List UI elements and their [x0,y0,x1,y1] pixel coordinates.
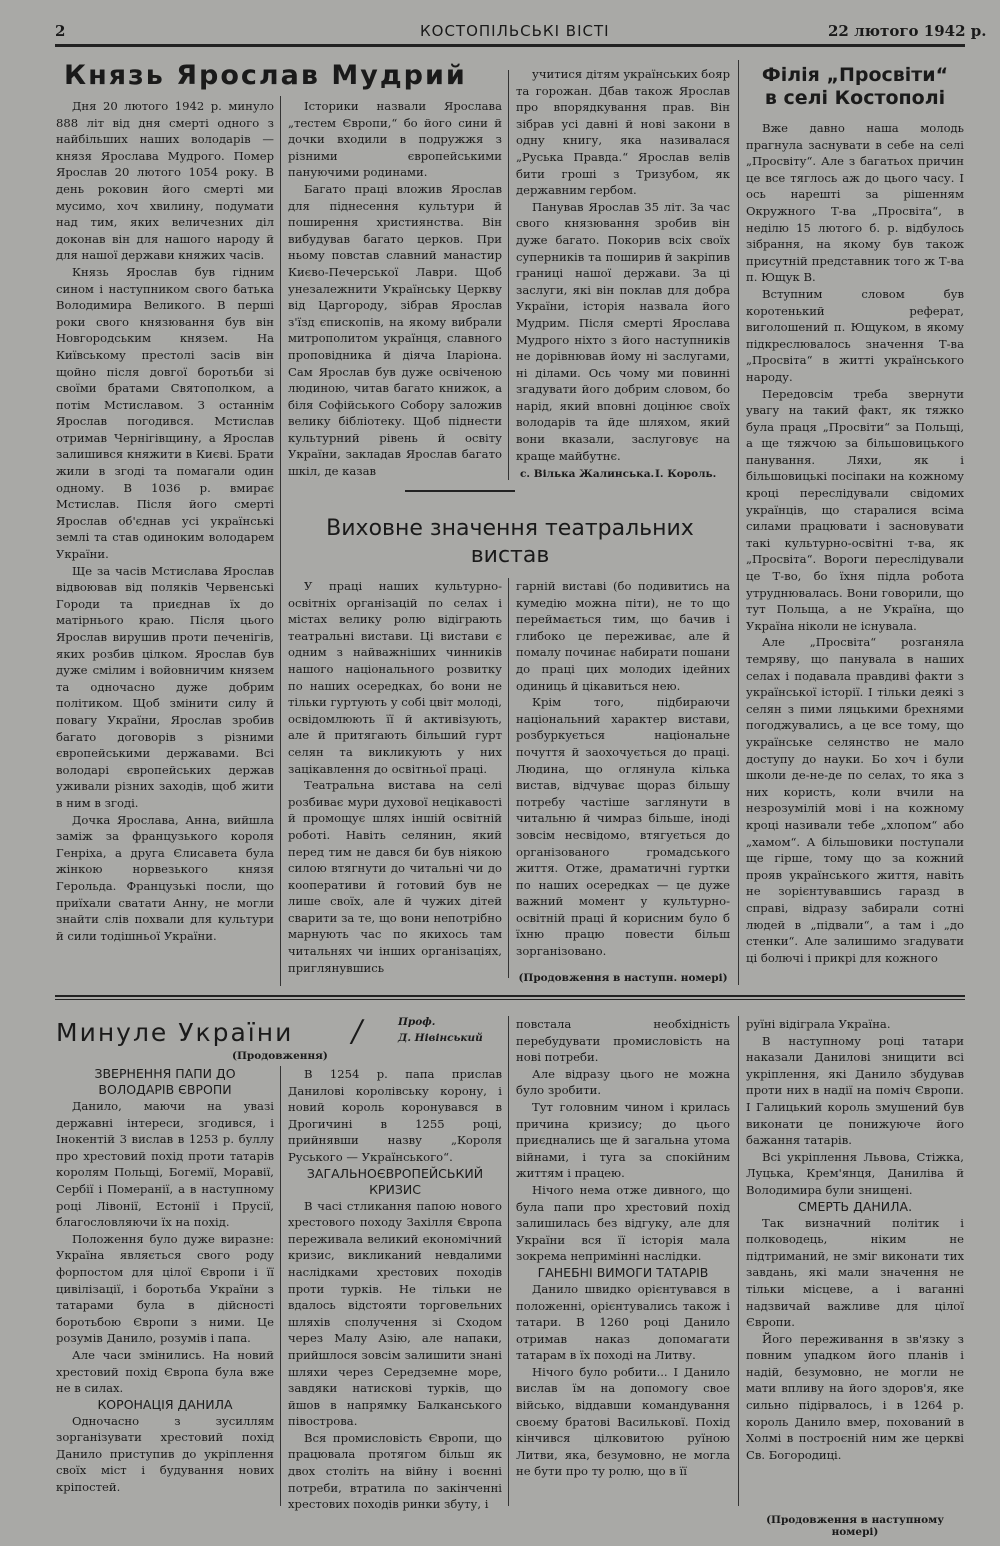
newspaper-name: КОСТОПІЛЬСЬКІ ВІСТІ [420,22,610,40]
continued-note: (Продовження в наступн. номері) [518,972,728,984]
paragraph: Але „Просвіта“ розганяла темряву, що панувала в наших селах і подавала правдиві факти з української історії. І тільки деякі з селян з пими ляцькими брехнями погоджувались, а це все тому, що українське селянство не мало доступу до науки. Бо хоч і були школи де-не-де по селах, то яка з них користь, коли вчили на незрозумілій мові і на кожному кроці називали тебе „хлопом“ або „хамом“. А більшовики поступали ще гірше, тому що за кожний прояв українського життя, навіть не зорієнтувавшись гаразд в справі, відразу забирали сотні людей в „підвали“, а там і „до стенки“. Але залишимо згадувати ці болючі і прикрі для кожного [746,635,964,965]
paragraph: Данило, маючи на увазі державні інтереси, згодився, і Інокентій 3 вислав в 1253 р. буллу про хрестовий похід проти татарів королям Польщі, Богемії, Моравії, Сербії і Померанії, а в наступному році Лівонії, Естонії і Прусії, благословляючи їх на похід. [56,1099,274,1230]
author-name: Д. Нівінський [398,1032,483,1044]
article-yaroslav-col1 [56,98,274,944]
section-rule [55,995,965,997]
paragraph: Князь Ярослав був гідним сином і наступником свого батька Володимира Великого. В перші роки свого князювання був він Новгородським князем. На Київському престолі засів він щойно після довгої боротьби зі своїми братами Святополком, а потім Мстиславом. З останнім Ярослав погодився. Мстислав отримав Чернігівщину, а Ярослав залишився княжити в Києві. Брати жили в згоді та помагали один одному. В 1036 р. вмирає Мстислав. Після його смерті Ярослав об'єднав усі українські землі та став одиноким володарем України. [56,264,274,562]
paragraph: Його переживання в зв'язку з повним упадком його планів і надій, безумовно, не могли не мати впливу на його здоров'я, яке сильно підірвалось, і в 1264 р. король Данило вмер, похований в Холмі в построєній ним же церкві Св. Богородиці. [746,1331,964,1462]
article-theatre-title-line2: вистав [470,543,550,568]
subheading: ЗВЕРНЕННЯ ПАПИ ДО ВОЛОДАРІВ ЄВРОПИ [94,1066,236,1097]
paragraph: Вже давно наша молодь прагнула заснувати в себе на селі „Просвіту“. Але з багатьох причин це все тяглось аж до цього часу. І ось нарешті за рішенням Окружного Т-ва „Просвіта“, в неділю 15 лютого б. р. відбулось зібрання, на якому був також присутній представник того ж Т-ва п. Ющук В. [746,121,964,285]
paragraph: Історики назвали Ярослава „тестем Європи,“ бо його сини й дочки входили в подружжя з різними європейськими пануючими родинами. [288,99,502,180]
article-theatre-title [290,515,730,569]
section-separator [405,490,515,492]
signature-author: І. Король. [655,468,717,480]
paragraph: Дня 20 лютого 1942 р. минуло 888 літ від дня смерті одного з найбільших наших володарів — князя Ярослава Мудрого. Помер Ярослав 20 лютого 1054 року. В день роковин його смерті ми мусимо, хоч хвилину, подумати над тим, яких величезних діл доконав він для нашого народу й для нашої держави княжих часів. [56,99,274,263]
paragraph: Одночасно з зусиллям зорганізувати хрестовий похід Данило приступив до укріплення своїх міст і будування нових кріпостей. [56,1413,274,1495]
paragraph: Данило швидко орієнтувався в положенні, орієнтувались також і татари. В 1260 році Данило отримав наказ допомагати татарам в їх поході на Литву. [516,1281,730,1363]
column-divider [508,578,509,978]
article-yaroslav-title: Князь Ярослав Мудрий [64,60,467,91]
column-divider [738,1016,739,1506]
article-yaroslav-col3 [516,66,730,464]
subheading: ЗАГАЛЬНОЄВРОПЕЙСЬКИЙ КРИЗИС [306,1165,484,1197]
paragraph: Передовсім треба звернути увагу на такий факт, як тяжко була праця „Просвіти“ за Польщі, а ще тяжчою за більшовицького панування. Ляхи, як і більшовицькі посіпаки на кожному кроці переслідували свідомих українців, що старалися всіма силами працювати і засновувати такі культурно-освітні т-ва, як „Просвіта“. Вороги переслідували це Т-во, бо їхня підла робота утруднювалась. Вони говорили, що тут Польща, а не Україна, що Україна ніколи не існувала. [746,386,964,633]
subheading: КОРОНАЦІЯ ДАНИЛА [97,1396,233,1412]
paragraph: учитися дітям українських бояр та горожан. Дбав також Ярослав про впорядкування прав. Він зібрав усі давні й нові закони в одну книгу, яка називалася „Руська Правда.“ Ярослав велів бити гроші з Тризубом, як державним гербом. [516,67,730,198]
paragraph: руїні відіграла Україна. [746,1017,891,1031]
article-history-col3 [516,1016,730,1480]
paragraph: Багато праці вложив Ярослав для піднесення культури й поширення християнства. Він вибудував багато церков. При ньому повстав славний манастир Києво-Печерської Лаври. Щоб унезалежнити Українську Церкву від Царгороду, зібрав Ярослав з'їзд єпископів, на якому вибрали митрополитом українця, славного проповідника й діяча Іларіона. Сам Ярослав був дуже освіченою людиною, читав багато книжок, а біля Софійського Собору заложив велику бібліотеку. Щоб піднести культурний рівень й освіту України, закладав Ярослав багато шкіл, де казав [288,181,502,479]
paragraph: Вступним словом був коротенький реферат, виголошений п. Ющуком, в якому підкреслювалось значення Т-ва „Просвіта“ в житті українського народу. [746,286,964,384]
paragraph: Панував Ярослав 35 літ. За час свого князювання зробив він дуже багато. Покорив всіх своїх суперників та поширив й закріпив границі нашої держави. За ці заслуги, які він поклав для добра України, історія назвала його Мудрим. Після смерті Ярослава Мудрого ніхто з його наступників не дорівнював йому ні заслугами, ні ділами. Ось чому ми повинні згадувати його добрим словом, бо нарід, який вповні доцінює своїх володарів та йде шляхом, який вони вказали, заслуговує на краще майбутнє. [516,199,730,463]
article-history-title: Минуле України [56,1018,294,1047]
author-label: Проф. [398,1016,436,1028]
article-theatre-col2 [516,578,730,960]
paragraph: Всі укріплення Львова, Стіжка, Луцька, Крем'янця, Даниліва й Володимира були знищені. [746,1149,964,1197]
page-number: 2 [55,22,66,40]
paragraph: гарній виставі (бо подивитись на кумедію можна піти), не то що переймається тим, що бачив і глибоко це переживає, але й помалу починає набирати пошани до праці цих молодих ідейних одиниць й цікавиться нею. [516,579,730,693]
column-divider [508,1016,509,1506]
paragraph: Театральна вистава на селі розбиває мури духової нецікавості й промощує шлях іншій освітній роботі. Навіть селянин, який перед тим не дався би був ніякою силою втягнути до читальні чи до кооперативи й готовий був не лише своїх, але й чужих дітей сварити за те, що вони непотрібно марнують час по якихось там читальнях чи інших організаціях, приглянувшись [288,778,502,975]
header-rule [55,44,965,47]
paragraph: Вся промисловість Європи, що працювала протягом більш як двох століть на війну і воєнні потреби, втратила по закінченні хрестових походів ринки збуту, і [288,1430,502,1512]
paragraph: Крім того, підбираючи національний характер вистави, розбуркується національне почуття й заохочується до праці. Людина, що оглянула кілька вистав, відчуває щораз більшу потребу частіше заглянути в читальню й чимраз більше, іноді зовсім несвідомо, втягується до організованого громадського життя. Отже, драматичні гуртки по наших осередках — це дуже важний момент у культурно-освітній праці й корисним було б їхню працю повести більш зорганізовано. [516,695,730,959]
section-rule [55,999,965,1000]
paragraph: Але відразу цього не можна було зробити. [516,1066,730,1098]
article-prosvita-title-line2: в селі Костополі [764,87,946,109]
article-theatre-col1 [288,578,502,976]
paragraph: В часі стликання папою нового хрестового походу Захілля Європа переживала великий економічний кризис, викликаний невдалими наслідками хрестових походів проти турків. Не тільки не вдалось відстояти торговельних шляхів сполучення зі Сходом через Малу Азію, але напаки, прийшлося зовсім залишити знані шляхи через Середземне море, завдяки натискові турків, що йшов в напрямку Балканського півострова. [288,1198,502,1429]
paragraph: В 1254 р. папа прислав Данилові королівську корону, і новий король коронувався в Дрогичині в 1255 році, прийнявши назву „Короля Руського — Українського“. [288,1067,502,1164]
subheading: СМЕРТЬ ДАНИЛА. [797,1198,913,1214]
article-prosvita-body [746,120,964,966]
paragraph: Нічого нема отже дивного, що була папи про хрестовий похід залишилась без відгуку, але для України вся її історія мала зокрема непримінні наслідки. [516,1182,730,1264]
subheading: ГАНЕБНІ ВИМОГИ ТАТАРІВ [537,1264,709,1280]
column-divider [738,60,739,985]
title-slash-ornament: / [352,1014,363,1049]
paragraph: В наступному році татари наказали Данилові знищити всі укріплення, які Данило збудував проти них в надії на поміч Європи. І Галицький король змушений був виконати це понижуюче його бажання татарів. [746,1033,964,1148]
article-history-col4 [746,1016,964,1463]
column-divider [280,96,281,986]
article-history-col2 [288,1066,502,1513]
paragraph: Дочка Ярослава, Анна, вийшла заміж за французького короля Генріха, а друга Єлисавета була жінкою норвезького князя Герольда. Французькі посли, що приїхали сватати Анну, не могли знайти слів похвали для культури й сили тодішньої України. [56,812,274,943]
paragraph: Нічого було робити... І Данило вислав їм на допомогу свое військо, віддавши командування своєму братові Васильковї. Похід кінчився цілковитою руїною Литви, яка, безумовно, не могла не бути про ту ролю, що в її [516,1364,730,1479]
paragraph: Так визначний політик і полководець, ніким не підтриманий, не зміг виконати тих завдань, які мали значення не тільки місцеве, а і ваганні надзвичай важливе для цілої Європи. [746,1215,964,1330]
paragraph: Положення було дуже виразне: Україна являється свого роду форпостом для цілої Європи і її цивілізації, і боротьба України з татарами була в дійсності боротьбою Європи з ними. Це розумів Данило, розумів і папа. [56,1231,274,1346]
paragraph: У праці наших культурно-освітніх організацій по селах і містах велику ролю відіграють театральні вистави. Ці вистави є одним з найважніших чинників нашого національного розвитку по наших осередках, бо вони не тільки гуртують у собі цвіт молоді, освідомлюють її й активізують, але й притягають більший гурт селян та викликують у них зацікавлення до освітньої праці. [288,579,502,776]
continued-note: (Продовження в наступному номері) [766,1514,944,1538]
paragraph: Тут головним чином і крилась причина кризису; до цього приєднались ще й загальна утома війнами, і туга за спокійним життям і працею. [516,1099,730,1181]
article-theatre-title-line1: Виховне значення театральних [326,516,694,541]
article-history-col1 [56,1066,274,1496]
column-divider [280,1066,281,1506]
column-divider [508,70,509,480]
paragraph: повстала необхідність перебудувати промисловість на нові потреби. [516,1017,730,1065]
paragraph: Ще за часів Мстислава Ярослав відвоював від поляків Червенські Городи та приєднав їх до матірнього краю. Після цього Ярослав вирушив проти печенігів, яких розбив цілком. Ярослав був дуже смілим і войовничим князем та одночасно дуже добрим політиком. Щоб змінити силу й повагу України, Ярослав зробив багато договорів з різними європейськими державами. Всі володарі європейських держав уживали різних заходів, щоб жити в ним в згоді. [56,563,274,810]
paragraph: Але часи змінились. На новий хрестовий похід Європа була вже не в силах. [56,1347,274,1396]
issue-date: 22 лютого 1942 р. [828,22,987,40]
article-yaroslav-col2 [288,98,502,480]
article-prosvita-title [746,64,964,110]
signature-place: с. Вілька Жалинська. [520,468,655,480]
article-prosvita-title-line1: Філія „Просвіти“ [761,64,949,86]
continuation-label: (Продовження) [232,1050,328,1062]
